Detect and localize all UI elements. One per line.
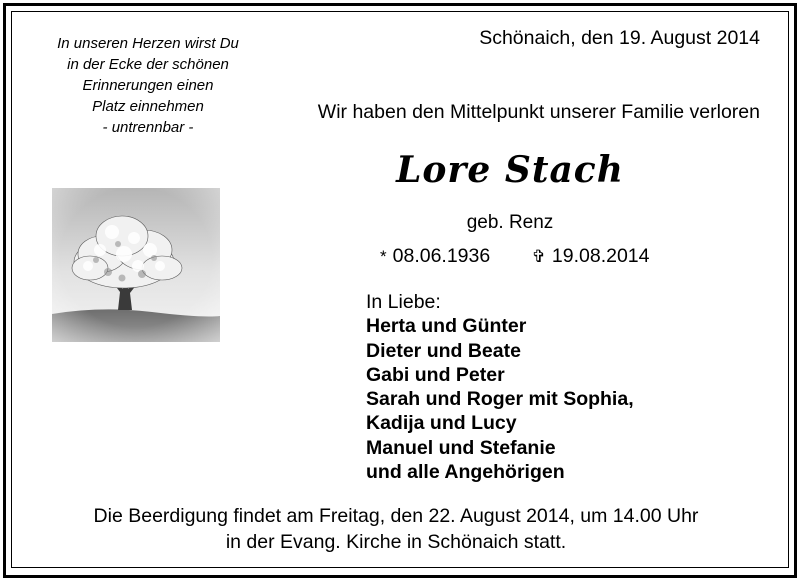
life-dates bbox=[380, 245, 650, 268]
place-date: Schönaich, den 19. August 2014 bbox=[479, 27, 760, 49]
mourner-line: Kadija und Lucy bbox=[366, 412, 517, 435]
verse-line: Erinnerungen einen bbox=[82, 77, 214, 94]
birth-date-group bbox=[380, 245, 490, 268]
memorial-verse bbox=[28, 33, 268, 138]
verse-line: in der Ecke der schönen bbox=[67, 56, 229, 73]
mourners-list bbox=[366, 290, 634, 484]
mourner-line: Sarah und Roger mit Sophia, bbox=[366, 388, 634, 411]
deceased-name: Lore Stach bbox=[396, 149, 624, 191]
death-date: 19.08.2014 bbox=[551, 245, 650, 267]
mourner-line: Gabi und Peter bbox=[366, 363, 505, 386]
birth-star-icon: * bbox=[380, 247, 387, 266]
tree-icon bbox=[52, 188, 220, 342]
mourner-line: und alle Angehörigen bbox=[366, 461, 565, 484]
funeral-line: in der Evang. Kirche in Schönaich statt. bbox=[225, 531, 567, 553]
birth-date: 08.06.1936 bbox=[392, 245, 491, 267]
maiden-name: geb. Renz bbox=[466, 212, 554, 233]
funeral-line: Die Beerdigung findet am Freitag, den 22. August 2014, um 14.00 Uhr bbox=[93, 505, 699, 527]
mourner-line: Manuel und Stefanie bbox=[366, 436, 556, 459]
mourners-lead: In Liebe: bbox=[366, 291, 441, 313]
mourner-line: Dieter und Beate bbox=[366, 339, 521, 362]
verse-line: - untrennbar - bbox=[102, 119, 194, 136]
intro-text: Wir haben den Mittelpunkt unserer Familie verloren bbox=[317, 101, 760, 123]
verse-line: In unseren Herzen wirst Du bbox=[57, 35, 239, 52]
death-date-group bbox=[532, 245, 650, 268]
cross-icon: ✞ bbox=[531, 247, 546, 266]
verse-line: Platz einnehmen bbox=[92, 98, 204, 115]
funeral-notice bbox=[40, 503, 752, 555]
mourner-line: Herta und Günter bbox=[366, 315, 527, 338]
